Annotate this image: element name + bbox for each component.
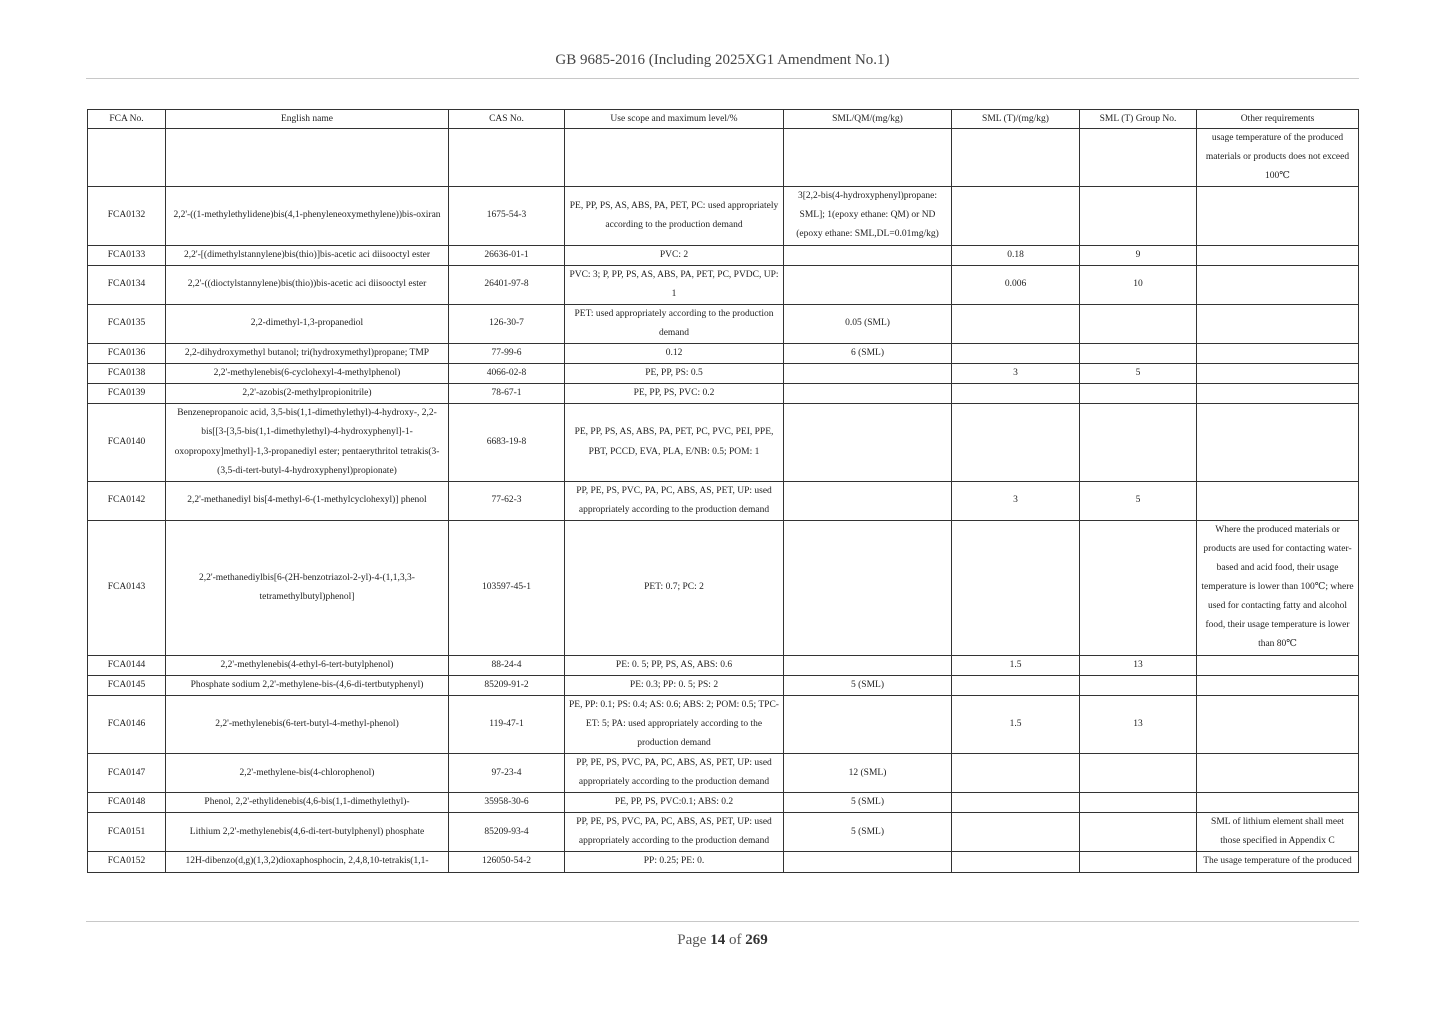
cell-other-requirements <box>1197 481 1359 520</box>
cell-cas-no: 85209-91-2 <box>449 675 565 695</box>
cell-fca-no: FCA0138 <box>88 364 166 384</box>
cell-other-requirements <box>1197 384 1359 404</box>
cell-sml-t: 0.18 <box>952 245 1080 265</box>
cell-sml-qm <box>784 265 952 304</box>
cell-fca-no: FCA0152 <box>88 852 166 872</box>
cell-fca-no: FCA0148 <box>88 793 166 813</box>
page-label: Page <box>677 932 707 948</box>
cell-other-requirements <box>1197 364 1359 384</box>
cell-sml-qm <box>784 404 952 481</box>
cell-group-no: 5 <box>1080 481 1197 520</box>
col-header-english-name: English name <box>166 110 449 129</box>
cell-other-requirements <box>1197 304 1359 343</box>
cell-other-requirements: SML of lithium element shall meet those specified in Appendix C <box>1197 813 1359 852</box>
cell-cas-no: 26401-97-8 <box>449 265 565 304</box>
cell-group-no: 5 <box>1080 364 1197 384</box>
cell-english-name: 2,2'-azobis(2-methylpropionitrile) <box>166 384 449 404</box>
cell-group-no <box>1080 404 1197 481</box>
table-row <box>88 384 1359 404</box>
cell-sml-qm <box>784 245 952 265</box>
cell-sml-t: 3 <box>952 481 1080 520</box>
table-row <box>88 481 1359 520</box>
table-row <box>88 245 1359 265</box>
cell-cas-no: 103597-45-1 <box>449 520 565 655</box>
col-header-sml-t: SML (T)/(mg/kg) <box>952 110 1080 129</box>
cell-cas-no: 26636-01-1 <box>449 245 565 265</box>
cell-english-name: 2,2'-methylenebis(4-ethyl-6-tert-butylphenol) <box>166 655 449 675</box>
cell-use-scope: PET: used appropriately according to the production demand <box>565 304 784 343</box>
cell-sml-qm: 5 (SML) <box>784 675 952 695</box>
cell-english-name: Phosphate sodium 2,2'-methylene-bis-(4,6-di-tertbutyphenyl) <box>166 675 449 695</box>
table-row <box>88 675 1359 695</box>
of-label: of <box>728 932 742 948</box>
cell-group-no <box>1080 793 1197 813</box>
cell-sml-qm <box>784 481 952 520</box>
cell-fca-no: FCA0140 <box>88 404 166 481</box>
table-row <box>88 344 1359 364</box>
table-row <box>88 304 1359 343</box>
cell-english-name: 2,2'-[(dimethylstannylene)bis(thio)]bis-acetic aci diisooctyl ester <box>166 245 449 265</box>
cell-sml-qm: 0.05 (SML) <box>784 304 952 343</box>
cell-fca-no: FCA0145 <box>88 675 166 695</box>
cell-fca-no: FCA0142 <box>88 481 166 520</box>
table-row <box>88 364 1359 384</box>
table-header-row <box>88 110 1359 129</box>
cell-cas-no: 85209-93-4 <box>449 813 565 852</box>
cell-sml-t <box>952 852 1080 872</box>
cell-cas-no: 6683-19-8 <box>449 404 565 481</box>
cell-sml-qm <box>784 852 952 872</box>
cell-fca-no: FCA0133 <box>88 245 166 265</box>
cell-sml-t: 1.5 <box>952 695 1080 753</box>
table-row <box>88 265 1359 304</box>
cell-other-requirements <box>1197 793 1359 813</box>
cell-other-requirements <box>1197 655 1359 675</box>
cell-english-name: 2,2-dihydroxymethyl butanol; tri(hydroxymethyl)propane; TMP <box>166 344 449 364</box>
cell-cas-no <box>449 129 565 187</box>
fca-table <box>87 109 1359 873</box>
cell-english-name: 2,2'-methanediylbis[6-(2H-benzotriazol-2-yl)-4-(1,1,3,3-tetramethylbutyl)phenol] <box>166 520 449 655</box>
cell-cas-no: 119-47-1 <box>449 695 565 753</box>
cell-english-name: 2,2-dimethyl-1,3-propanediol <box>166 304 449 343</box>
cell-use-scope: PE, PP: 0.1; PS: 0.4; AS: 0.6; ABS: 2; POM: 0.5; TPC-ET: 5; PA: used appropriately according to the production demand <box>565 695 784 753</box>
cell-sml-qm: 6 (SML) <box>784 344 952 364</box>
cell-group-no: 13 <box>1080 695 1197 753</box>
cell-english-name <box>166 129 449 187</box>
cell-sml-qm <box>784 655 952 675</box>
cell-sml-t <box>952 813 1080 852</box>
cell-group-no <box>1080 304 1197 343</box>
cell-fca-no: FCA0135 <box>88 304 166 343</box>
cell-english-name: Phenol, 2,2'-ethylidenebis(4,6-bis(1,1-dimethylethyl)- <box>166 793 449 813</box>
cell-sml-t <box>952 754 1080 793</box>
cell-fca-no: FCA0143 <box>88 520 166 655</box>
cell-cas-no: 88-24-4 <box>449 655 565 675</box>
cell-cas-no: 97-23-4 <box>449 754 565 793</box>
cell-english-name: Benzenepropanoic acid, 3,5-bis(1,1-dimethylethyl)-4-hydroxy-, 2,2-bis[[3-[3,5-bis(1,1-dimethylethyl)-4-hydroxyphenyl]-1-oxopropoxy]methyl]-1,3-propanediyl ester; pentaerythritol tetrakis(3-(3,5-di-tert-butyl-4-hydroxyphenyl)propionate) <box>166 404 449 481</box>
cell-other-requirements: Where the produced materials or products are used for contacting water-based and acid food, their usage temperature is lower than 100℃; where used for contacting fatty and alcohol food, their usage temperature is lower than 80℃ <box>1197 520 1359 655</box>
cell-group-no <box>1080 813 1197 852</box>
cell-sml-qm <box>784 129 952 187</box>
cell-english-name: 12H-dibenzo(d,g)(1,3,2)dioxaphosphocin, 2,4,8,10-tetrakis(1,1- <box>166 852 449 872</box>
page-footer <box>0 932 1445 949</box>
cell-fca-no <box>88 129 166 187</box>
total-pages: 269 <box>745 932 768 948</box>
cell-cas-no: 1675-54-3 <box>449 187 565 245</box>
cell-other-requirements <box>1197 245 1359 265</box>
cell-group-no <box>1080 852 1197 872</box>
cell-other-requirements: The usage temperature of the produced <box>1197 852 1359 872</box>
cell-use-scope: PE: 0. 5; PP, PS, AS, ABS: 0.6 <box>565 655 784 675</box>
cell-cas-no: 35958-30-6 <box>449 793 565 813</box>
cell-sml-t <box>952 187 1080 245</box>
cell-group-no: 13 <box>1080 655 1197 675</box>
cell-group-no <box>1080 675 1197 695</box>
cell-fca-no: FCA0132 <box>88 187 166 245</box>
cell-english-name: 2,2'-((dioctylstannylene)bis(thio))bis-acetic aci diisooctyl ester <box>166 265 449 304</box>
cell-other-requirements <box>1197 754 1359 793</box>
cell-other-requirements <box>1197 675 1359 695</box>
cell-cas-no: 126-30-7 <box>449 304 565 343</box>
cell-sml-t <box>952 793 1080 813</box>
cell-use-scope: PE, PP, PS, PVC:0.1; ABS: 0.2 <box>565 793 784 813</box>
table-row <box>88 187 1359 245</box>
page-number: 14 <box>710 932 726 948</box>
cell-other-requirements <box>1197 695 1359 753</box>
cell-group-no <box>1080 754 1197 793</box>
cell-group-no <box>1080 344 1197 364</box>
cell-use-scope <box>565 129 784 187</box>
cell-sml-t <box>952 384 1080 404</box>
cell-sml-qm <box>784 695 952 753</box>
col-header-cas-no: CAS No. <box>449 110 565 129</box>
cell-other-requirements <box>1197 265 1359 304</box>
cell-group-no <box>1080 520 1197 655</box>
table-row <box>88 695 1359 753</box>
cell-use-scope: PET: 0.7; PC: 2 <box>565 520 784 655</box>
cell-sml-t: 1.5 <box>952 655 1080 675</box>
cell-cas-no: 4066-02-8 <box>449 364 565 384</box>
cell-cas-no: 78-67-1 <box>449 384 565 404</box>
cell-fca-no: FCA0136 <box>88 344 166 364</box>
cell-sml-qm: 5 (SML) <box>784 793 952 813</box>
cell-sml-t <box>952 404 1080 481</box>
cell-english-name: Lithium 2,2'-methylenebis(4,6-di-tert-butylphenyl) phosphate <box>166 813 449 852</box>
table-row <box>88 754 1359 793</box>
cell-use-scope: PP, PE, PS, PVC, PA, PC, ABS, AS, PET, UP: used appropriately according to the production demand <box>565 754 784 793</box>
cell-other-requirements <box>1197 344 1359 364</box>
cell-sml-qm <box>784 520 952 655</box>
table-row <box>88 404 1359 481</box>
cell-english-name: 2,2'-methylenebis(6-cyclohexyl-4-methylphenol) <box>166 364 449 384</box>
cell-english-name: 2,2'-methylene-bis(4-chlorophenol) <box>166 754 449 793</box>
cell-sml-qm <box>784 364 952 384</box>
cell-english-name: 2,2'-((1-methylethylidene)bis(4,1-phenyleneoxymethylene))bis-oxiran <box>166 187 449 245</box>
cell-other-requirements <box>1197 404 1359 481</box>
cell-other-requirements: usage temperature of the produced materials or products does not exceed 100℃ <box>1197 129 1359 187</box>
cell-use-scope: PE, PP, PS: 0.5 <box>565 364 784 384</box>
cell-sml-t <box>952 520 1080 655</box>
cell-group-no: 10 <box>1080 265 1197 304</box>
table-row <box>88 655 1359 675</box>
cell-use-scope: PP, PE, PS, PVC, PA, PC, ABS, AS, PET, UP: used appropriately according to the production demand <box>565 813 784 852</box>
cell-group-no: 9 <box>1080 245 1197 265</box>
cell-sml-qm <box>784 384 952 404</box>
header-divider <box>86 78 1359 79</box>
cell-use-scope: PE, PP, PS, AS, ABS, PA, PET, PC, PVC, PEI, PPE, PBT, PCCD, EVA, PLA, E/NB: 0.5; POM: 1 <box>565 404 784 481</box>
cell-english-name: 2,2'-methanediyl bis[4-methyl-6-(1-methylcyclohexyl)] phenol <box>166 481 449 520</box>
cell-fca-no: FCA0151 <box>88 813 166 852</box>
cell-english-name: 2,2'-methylenebis(6-tert-butyl-4-methyl-phenol) <box>166 695 449 753</box>
cell-sml-qm: 5 (SML) <box>784 813 952 852</box>
col-header-sml-t-group: SML (T) Group No. <box>1080 110 1197 129</box>
cell-use-scope: PE, PP, PS, PVC: 0.2 <box>565 384 784 404</box>
cell-sml-qm: 3[2,2-bis(4-hydroxyphenyl)propane: SML]; 1(epoxy ethane: QM) or ND (epoxy ethane: SML,DL=0.01mg/kg) <box>784 187 952 245</box>
col-header-other-requirements: Other requirements <box>1197 110 1359 129</box>
cell-cas-no: 77-99-6 <box>449 344 565 364</box>
cell-sml-t <box>952 129 1080 187</box>
cell-use-scope: PP, PE, PS, PVC, PA, PC, ABS, AS, PET, UP: used appropriately according to the production demand <box>565 481 784 520</box>
cell-sml-qm: 12 (SML) <box>784 754 952 793</box>
cell-group-no <box>1080 187 1197 245</box>
cell-fca-no: FCA0146 <box>88 695 166 753</box>
cell-use-scope: 0.12 <box>565 344 784 364</box>
cell-cas-no: 126050-54-2 <box>449 852 565 872</box>
cell-group-no <box>1080 384 1197 404</box>
cell-use-scope: PVC: 2 <box>565 245 784 265</box>
cell-fca-no: FCA0147 <box>88 754 166 793</box>
page-header: GB 9685-2016 (Including 2025XG1 Amendment No.1) <box>555 52 890 68</box>
col-header-fca-no: FCA No. <box>88 110 166 129</box>
cell-use-scope: PP: 0.25; PE: 0. <box>565 852 784 872</box>
cell-other-requirements <box>1197 187 1359 245</box>
table-row <box>88 129 1359 187</box>
cell-sml-t <box>952 675 1080 695</box>
cell-group-no <box>1080 129 1197 187</box>
cell-sml-t <box>952 304 1080 343</box>
cell-fca-no: FCA0139 <box>88 384 166 404</box>
col-header-use-scope: Use scope and maximum level/% <box>565 110 784 129</box>
cell-fca-no: FCA0134 <box>88 265 166 304</box>
footer-divider <box>86 921 1359 922</box>
col-header-sml-qm: SML/QM/(mg/kg) <box>784 110 952 129</box>
table-row <box>88 813 1359 852</box>
cell-use-scope: PVC: 3; P, PP, PS, AS, ABS, PA, PET, PC, PVDC, UP: 1 <box>565 265 784 304</box>
table-row <box>88 520 1359 655</box>
cell-fca-no: FCA0144 <box>88 655 166 675</box>
cell-use-scope: PE: 0.3; PP: 0. 5; PS: 2 <box>565 675 784 695</box>
cell-sml-t: 0.006 <box>952 265 1080 304</box>
cell-sml-t: 3 <box>952 364 1080 384</box>
table-row <box>88 852 1359 872</box>
table-row <box>88 793 1359 813</box>
cell-cas-no: 77-62-3 <box>449 481 565 520</box>
cell-sml-t <box>952 344 1080 364</box>
cell-use-scope: PE, PP, PS, AS, ABS, PA, PET, PC: used appropriately according to the production demand <box>565 187 784 245</box>
